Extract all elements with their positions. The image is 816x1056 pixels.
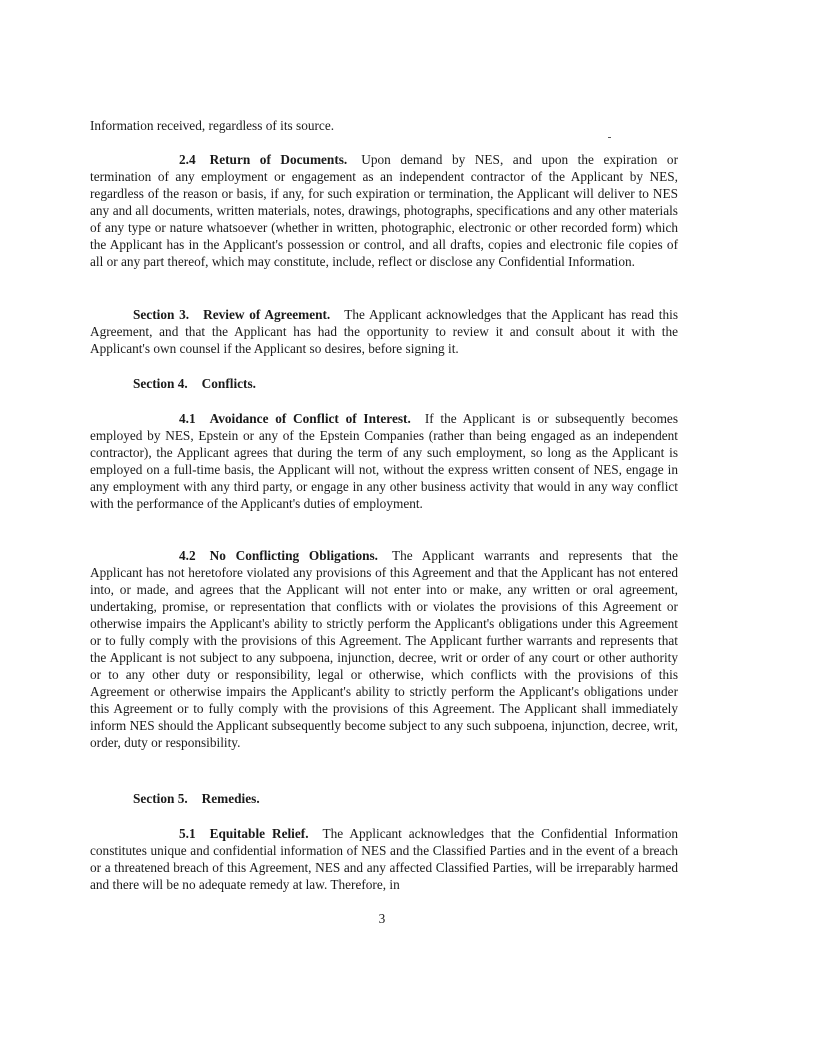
section-2-4	[90, 151, 678, 270]
section-4-1	[90, 410, 678, 512]
section-5-1-number: 5.1	[179, 826, 196, 841]
section-4-heading	[133, 375, 256, 392]
continuation-text: Information received, regardless of its source.	[90, 118, 335, 133]
section-4-1-body: If the Applicant is or subsequently becomes employed by NES, Epstein or any of the Epstein Companies (rather than being engaged as an independent contractor), the Applicant agrees that during the term of any such employment, so long as the Applicant is employed on a full-time basis, the Applicant will not, without the express written consent of NES, engage in any employment with any third party, or engage in any other business activity that would in any way conflict with the performance of the Applicant's duties of employment.	[90, 411, 678, 511]
section-5-heading	[133, 790, 260, 807]
section-5-1	[90, 825, 678, 893]
page-number: 3	[378, 911, 386, 926]
scan-mark	[608, 137, 611, 138]
section-2-4-title: Return of Documents.	[209, 152, 348, 167]
section-3-title: Review of Agreement.	[203, 307, 331, 322]
section-2-4-body: Upon demand by NES, and upon the expiration or termination of any employment or engagement as an independent contractor of the Applicant by NES, regardless of the reason or basis, if any, for such expiration or termination, the Applicant will deliver to NES any and all documents, written materials, notes, drawings, photographs, specifications and any other materials of any type or nature whatsoever (whether in written, photographic, electronic or other recorded form) which the Applicant has in the Applicant's possession or control, and all drafts, copies and electronic file copies of all or any part thereof, which may constitute, include, reflect or disclose any Confidential Information.	[90, 152, 678, 269]
section-4-2-number: 4.2	[179, 548, 196, 563]
section-5-number: Section 5.	[133, 791, 188, 806]
section-3-number: Section 3.	[133, 307, 190, 322]
section-2-4-number: 2.4	[179, 152, 196, 167]
section-4-1-number: 4.1	[179, 411, 196, 426]
section-3	[90, 306, 678, 357]
section-5-1-title: Equitable Relief.	[209, 826, 309, 841]
section-5-1-body: The Applicant acknowledges that the Confidential Information constitutes unique and confidential information of NES and the Classified Parties and in the event of a breach or a threatened breach of this Agreement, NES and any affected Classified Parties, will be irreparably harmed and there will be no adequate remedy at law. Therefore, in	[90, 826, 678, 892]
section-5-title: Remedies.	[201, 791, 260, 806]
section-4-1-title: Avoidance of Conflict of Interest.	[209, 411, 411, 426]
section-4-number: Section 4.	[133, 376, 188, 391]
section-4-title: Conflicts.	[201, 376, 256, 391]
section-4-2-body: The Applicant warrants and represents that the Applicant has not heretofore violated any provisions of this Agreement and that the Applicant has not entered into, or made, and agrees that the Applicant will not enter into or make, any written or oral agreement, undertaking, promise, or representation that conflicts with or violates the provisions of this Agreement or otherwise impairs the Applicant's ability to strictly perform the Applicant's obligations under this Agreement or to fully comply with the provisions of this Agreement. The Applicant further warrants and represents that the Applicant is not subject to any subpoena, injunction, decree, writ or order of any court or other authority or to any other duty or responsibility, legal or otherwise, which conflicts with the provisions of this Agreement or otherwise impairs the Applicant's ability to strictly perform the Applicant's obligations under this Agreement or to fully comply with the provisions of this Agreement. The Applicant shall immediately inform NES should the Applicant subsequently become subject to any such subpoena, injunction, decree, writ, order, duty or responsibility.	[90, 548, 678, 750]
section-4-2	[90, 547, 678, 751]
section-4-2-title: No Conflicting Obligations.	[209, 548, 379, 563]
section-3-body: The Applicant acknowledges that the Applicant has read this Agreement, and that the Applicant has had the opportunity to review it and consult about it with the Applicant's own counsel if the Applicant so desires, before signing it.	[90, 307, 678, 356]
